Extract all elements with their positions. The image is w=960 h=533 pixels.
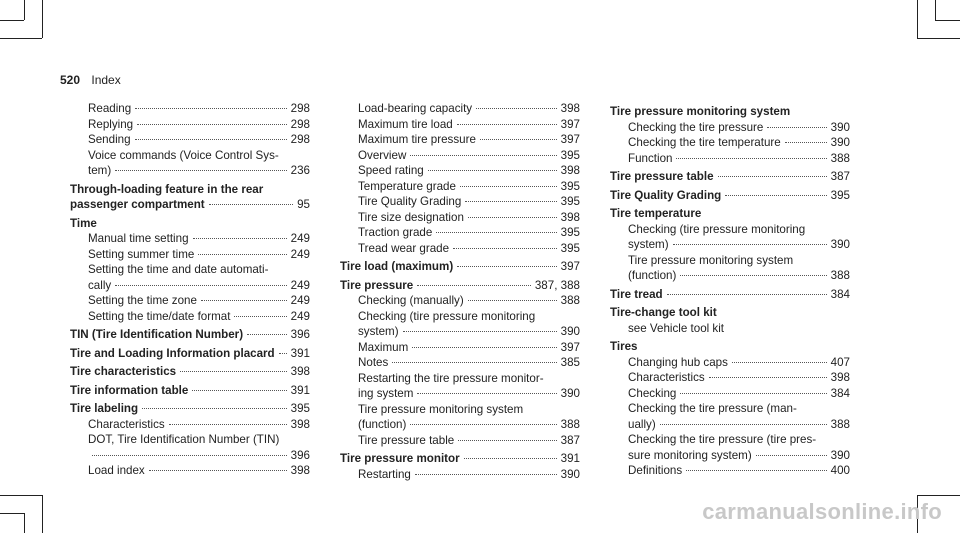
dot-leader (169, 424, 287, 425)
index-entry-sub (70, 262, 310, 278)
entry-text: Checking the tire pressure (628, 120, 764, 134)
index-entry-main (70, 364, 310, 380)
entry-text: Checking (tire pressure monitoring (358, 309, 536, 323)
page-reference[interactable]: 384 (830, 287, 850, 301)
index-entry-sub (70, 148, 310, 164)
dot-leader (92, 455, 287, 456)
page-reference[interactable]: 407 (830, 355, 850, 369)
entry-text: Maximum tire load (358, 117, 453, 131)
dot-leader (718, 176, 827, 177)
page-number: 520 (60, 73, 81, 87)
index-entry-sub (340, 355, 580, 371)
dot-leader (680, 393, 826, 394)
page-reference[interactable]: 395 (560, 241, 580, 255)
page-reference[interactable]: 398 (290, 365, 310, 378)
page-reference[interactable]: 390 (830, 120, 850, 134)
page-reference[interactable]: 236 (290, 164, 310, 177)
entry-text: Checking the tire temperature (628, 136, 781, 149)
dot-leader (412, 347, 556, 348)
page-reference[interactable]: 385 (560, 356, 580, 369)
index-entry-sub (340, 324, 580, 340)
index-entry-sub (70, 117, 310, 133)
index-entry-sub (610, 135, 850, 151)
index-entry-sub (70, 163, 310, 179)
crop-mark (0, 38, 42, 39)
entry-text: Checking (tire pressure monitoring (628, 222, 806, 236)
dot-leader (415, 474, 557, 475)
entry-text: Checking the tire pressure (tire pres- (628, 433, 817, 446)
entry-text: Tire labeling (70, 402, 139, 415)
dot-leader (180, 371, 287, 372)
index-entry-main (610, 104, 850, 120)
dot-leader (193, 238, 287, 239)
page-reference[interactable]: 390 (560, 387, 580, 400)
dot-leader (476, 108, 557, 109)
dot-leader (680, 275, 826, 276)
dot-leader (676, 158, 826, 159)
dot-leader (460, 186, 557, 187)
dot-leader (660, 424, 827, 425)
entry-text: ually) (628, 417, 656, 431)
entry-text: TIN (Tire Identification Number) (70, 328, 244, 341)
page-reference[interactable]: 390 (560, 325, 580, 338)
page-reference[interactable]: 249 (290, 309, 310, 323)
entry-text: Tire characteristics (70, 365, 177, 378)
entry-text: Characteristics (628, 371, 705, 384)
index-entry-sub (70, 432, 310, 448)
entry-text: Speed rating (358, 164, 424, 177)
index-entry-sub (340, 225, 580, 241)
crop-mark (42, 495, 43, 533)
page-reference[interactable]: 397 (560, 117, 580, 131)
index-entry-main (610, 206, 850, 222)
index-entry-sub (340, 148, 580, 164)
index-entry-sub (340, 101, 580, 117)
page-reference[interactable]: 388 (560, 294, 580, 307)
dot-leader (192, 390, 286, 391)
page-reference[interactable]: 249 (290, 294, 310, 307)
index-entry-sub (610, 401, 850, 417)
page-reference[interactable]: 395 (830, 188, 850, 202)
index-entry-sub (610, 253, 850, 269)
index-entry-sub (70, 278, 310, 294)
entry-text: Definitions (628, 464, 683, 477)
crop-mark (935, 20, 960, 21)
entry-text: (function) (358, 418, 407, 431)
entry-text: Load index (88, 464, 145, 477)
page-reference[interactable]: 391 (560, 452, 580, 465)
page-reference[interactable]: 387 (830, 170, 850, 183)
index-column-2 (340, 101, 580, 482)
entry-text: Notes (358, 356, 389, 369)
page-reference[interactable]: 249 (290, 232, 310, 245)
dot-leader (142, 408, 287, 409)
page-reference[interactable]: 298 (290, 102, 310, 115)
entry-text: Tire size designation (358, 210, 464, 224)
index-entry-sub (70, 247, 310, 263)
dot-leader (785, 142, 827, 143)
index-entry-main (340, 451, 580, 467)
dot-leader (115, 170, 286, 171)
index-entry-sub (610, 321, 850, 337)
dot-leader (464, 458, 557, 459)
index-entry-main (340, 278, 580, 294)
crop-mark (935, 0, 936, 20)
entry-text: Tire pressure table (358, 433, 455, 447)
page-reference[interactable]: 396 (290, 448, 310, 462)
index-entry-sub (70, 101, 310, 117)
index-entry-sub (340, 386, 580, 402)
dot-leader (137, 124, 287, 125)
index-entry-main (340, 259, 580, 275)
index-entry-sub (340, 467, 580, 483)
dot-leader (732, 362, 827, 363)
entry-text: ing system (358, 387, 414, 400)
entry-text: Tire and Loading Information placard (70, 346, 275, 360)
page-reference[interactable]: 398 (560, 210, 580, 224)
crop-mark (917, 0, 918, 38)
entry-text: Checking (628, 386, 677, 400)
entry-text: Function (628, 151, 673, 165)
index-column-1 (70, 101, 310, 479)
index-entry-main (610, 287, 850, 303)
dot-leader (410, 155, 556, 156)
page-reference[interactable]: 249 (290, 278, 310, 292)
dot-leader (209, 204, 293, 205)
index-entry-main (70, 346, 310, 362)
crop-mark (42, 0, 43, 38)
index-entry-main (70, 401, 310, 417)
dot-leader (410, 424, 556, 425)
dot-leader (198, 254, 286, 255)
index-entry-sub (70, 309, 310, 325)
page-reference[interactable]: 400 (830, 464, 850, 477)
entry-text: Time (70, 216, 97, 230)
page-reference[interactable]: 395 (560, 179, 580, 193)
entry-text: Tire tread (610, 287, 663, 301)
entry-text: system) (628, 238, 669, 251)
entry-text: Tire-change tool kit (610, 306, 717, 319)
page-reference[interactable]: 398 (290, 417, 310, 431)
index-entry-sub (340, 417, 580, 433)
entry-text: Temperature grade (358, 179, 456, 193)
dot-leader (115, 285, 286, 286)
crop-mark (0, 495, 42, 496)
page-reference[interactable]: 396 (290, 328, 310, 341)
crop-mark (917, 495, 960, 496)
dot-leader (756, 455, 827, 456)
entry-text: Load-bearing capacity (358, 102, 473, 115)
index-entry-main (610, 169, 850, 185)
entry-text: Tire Quality Grading (358, 195, 462, 208)
page-reference[interactable]: 398 (290, 464, 310, 477)
index-entry-main (70, 327, 310, 343)
index-entry-main (610, 339, 850, 355)
index-entry-sub (70, 417, 310, 433)
crop-mark (24, 513, 25, 533)
index-column-3 (610, 101, 850, 479)
dot-leader (417, 285, 531, 286)
entry-text: Maximum (358, 340, 409, 354)
entry-text: Tread wear grade (358, 241, 450, 255)
index-entry-sub (340, 433, 580, 449)
entry-text: (function) (628, 269, 677, 282)
dot-leader (457, 124, 557, 125)
entry-text: Restarting the tire pressure monitor- (358, 371, 544, 385)
dot-leader (428, 170, 557, 171)
index-entry-sub (70, 463, 310, 479)
entry-text: Replying (88, 117, 134, 131)
dot-leader (417, 393, 556, 394)
index-entry-sub (340, 241, 580, 257)
page-reference[interactable]: 249 (290, 247, 310, 261)
crop-mark (0, 513, 24, 514)
entry-text: Reading (88, 102, 132, 115)
page-reference[interactable]: 391 (290, 383, 310, 397)
entry-text: Tires (610, 340, 638, 353)
entry-text: system) (358, 325, 399, 338)
page-reference[interactable]: 391 (290, 346, 310, 360)
dot-leader (149, 470, 287, 471)
page-reference[interactable]: 384 (830, 386, 850, 400)
entry-text: Tire pressure (340, 278, 414, 292)
page-reference[interactable]: 398 (560, 164, 580, 177)
dot-leader (403, 331, 557, 332)
index-entry-sub (610, 237, 850, 253)
entry-text: Restarting (358, 467, 411, 481)
dot-leader (767, 127, 826, 128)
dot-leader (453, 248, 557, 249)
entry-text: Characteristics (88, 417, 165, 431)
dot-leader (279, 353, 287, 354)
dot-leader (392, 362, 556, 363)
entry-text: Setting the time and date automati- (88, 263, 269, 276)
entry-text: Voice commands (Voice Control Sys- (88, 148, 279, 162)
dot-leader (468, 300, 557, 301)
page-reference[interactable]: 95 (297, 198, 310, 211)
index-entry-sub (610, 355, 850, 371)
page-header (60, 73, 121, 87)
entry-text: Checking the tire pressure (man- (628, 402, 797, 415)
entry-text: Setting summer time (88, 247, 195, 261)
page-reference[interactable]: 390 (830, 238, 850, 251)
entry-text: Setting the time/date format (88, 309, 231, 323)
page-reference[interactable]: 388 (830, 417, 850, 431)
dot-leader (725, 195, 826, 196)
index-entry-sub (610, 151, 850, 167)
entry-text: Traction grade (358, 226, 433, 239)
page-reference[interactable]: 395 (290, 402, 310, 415)
index-entry-sub (340, 194, 580, 210)
page-reference[interactable]: 395 (560, 226, 580, 239)
page-reference[interactable]: 395 (560, 195, 580, 208)
page-reference[interactable]: 397 (560, 260, 580, 273)
dot-leader (709, 377, 827, 378)
page-reference[interactable]: 390 (560, 467, 580, 481)
index-entry-sub (610, 432, 850, 448)
index-entry-sub (610, 386, 850, 402)
index-entry-main (70, 197, 310, 213)
entry-text: Maximum tire pressure (358, 133, 476, 146)
page-reference[interactable]: 388 (830, 269, 850, 282)
dot-leader (667, 294, 827, 295)
page-reference[interactable]: 397 (560, 133, 580, 146)
dot-leader (201, 300, 287, 301)
dot-leader (458, 440, 556, 441)
entry-text: Checking (manually) (358, 294, 464, 307)
index-entry-sub (340, 340, 580, 356)
index-entry-sub (610, 120, 850, 136)
entry-text: Tire pressure monitoring system (628, 253, 794, 267)
entry-text: Tire Quality Grading (610, 188, 722, 202)
index-entry-sub (340, 163, 580, 179)
index-entry-main (610, 188, 850, 204)
index-entry-sub (340, 132, 580, 148)
index-entry-sub (610, 448, 850, 464)
index-entry-sub (340, 371, 580, 387)
entry-text: Tire pressure monitoring system (358, 402, 524, 416)
entry-text: Tire load (maximum) (340, 260, 454, 273)
page-reference[interactable]: 397 (560, 340, 580, 354)
index-entry-sub (70, 293, 310, 309)
entry-text: Sending (88, 133, 131, 146)
index-entry-sub (340, 117, 580, 133)
dot-leader (135, 139, 287, 140)
index-entry-sub (610, 370, 850, 386)
dot-leader (234, 316, 286, 317)
page-reference[interactable]: 388 (830, 151, 850, 165)
crop-mark (917, 38, 960, 39)
entry-text: passenger compartment (70, 198, 205, 211)
index-entry-sub (610, 222, 850, 238)
index-entry-sub (610, 417, 850, 433)
entry-text: tem) (88, 164, 112, 177)
page-reference[interactable]: 398 (560, 102, 580, 115)
entry-text: Overview (358, 148, 407, 162)
dot-leader (480, 139, 557, 140)
dot-leader (673, 244, 827, 245)
dot-leader (468, 217, 557, 218)
dot-leader (686, 470, 827, 471)
dot-leader (247, 334, 287, 335)
page-reference[interactable]: 390 (830, 136, 850, 149)
dot-leader (135, 108, 286, 109)
index-entry-sub (610, 268, 850, 284)
index-entry-sub (70, 448, 310, 464)
page-reference[interactable]: 387 (560, 433, 580, 447)
entry-text: Changing hub caps (628, 355, 728, 369)
entry-text: see Vehicle tool kit (628, 321, 725, 335)
index-entry-sub (70, 132, 310, 148)
page-reference[interactable]: 298 (290, 133, 310, 146)
entry-text: DOT, Tire Identification Number (TIN) (88, 433, 280, 446)
index-entry-sub (340, 179, 580, 195)
page-reference[interactable]: 398 (830, 371, 850, 384)
watermark: carmanualsonline.info (702, 499, 942, 524)
index-entry-sub (340, 309, 580, 325)
index-entry-sub (340, 293, 580, 309)
index-entry-main (70, 216, 310, 232)
entry-text: Tire temperature (610, 207, 702, 220)
entry-text: Tire pressure monitoring system (610, 105, 791, 118)
section-title: Index (91, 73, 121, 87)
dot-leader (465, 201, 556, 202)
dot-leader (436, 232, 556, 233)
page-reference[interactable]: 387, 388 (534, 278, 580, 292)
entry-text: Through-loading feature in the rear (70, 182, 264, 196)
index-entry-main (70, 383, 310, 399)
page-reference[interactable]: 395 (560, 148, 580, 162)
page-reference[interactable]: 388 (560, 418, 580, 431)
crop-mark (24, 0, 25, 20)
entry-text: Setting the time zone (88, 294, 197, 307)
dot-leader (457, 266, 556, 267)
entry-text: Tire information table (70, 383, 189, 397)
index-entry-main (610, 305, 850, 321)
index-entry-sub (340, 402, 580, 418)
index-entry-sub (340, 210, 580, 226)
entry-text: Manual time setting (88, 232, 189, 245)
index-entry-sub (70, 231, 310, 247)
index-entry-sub (610, 463, 850, 479)
entry-text: Tire pressure table (610, 170, 714, 183)
index-entry-main (70, 182, 310, 198)
crop-mark (0, 20, 24, 21)
page-reference[interactable]: 298 (290, 117, 310, 131)
entry-text: cally (88, 278, 112, 292)
page-reference[interactable]: 390 (830, 448, 850, 462)
entry-text: Tire pressure monitor (340, 452, 460, 465)
entry-text: sure monitoring system) (628, 448, 752, 462)
